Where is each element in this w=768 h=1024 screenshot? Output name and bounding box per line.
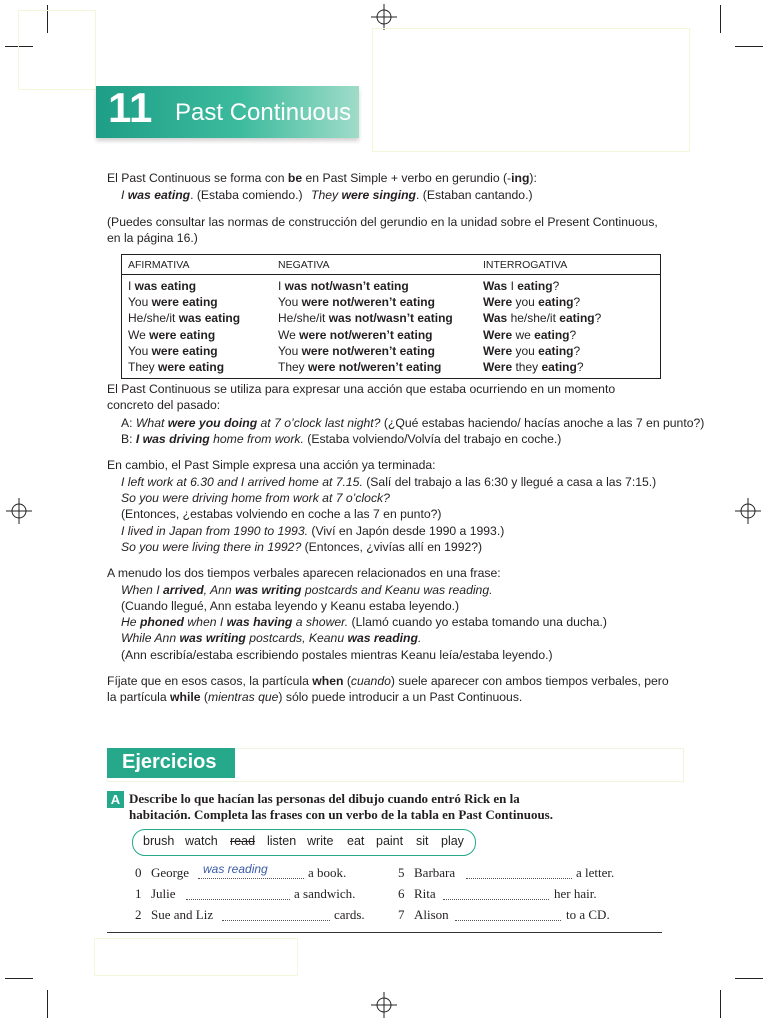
usage-text: El Past Continuous se utiliza para expresar una acción que estaba ocurriendo en un momento [107,382,616,396]
crop-mark [5,978,33,979]
contrast-example: I lived in Japan from 1990 to 1993. (Viví en Japón desde 1990 a 1993.) [121,524,505,538]
item-rest: cards. [334,907,365,922]
combined-example: (Cuando llegué, Ann estaba leyendo y Keanu estaba leyendo.) [121,599,460,613]
table-row [122,327,661,343]
crop-mark [720,5,721,33]
verb-option: play [441,834,464,848]
table-cell: You were eating [128,343,218,358]
verb-option: write [307,834,334,848]
registration-mark-icon [735,498,761,524]
bottom-rule [107,932,662,933]
table-cell: We were not/weren’t eating [278,327,433,342]
item-subject: Rita [414,886,436,901]
item-rest: a book. [308,865,347,880]
table-cell: You were eating [128,295,218,310]
table-row [122,359,661,379]
table-cell: Were you eating? [483,295,581,310]
combined-example: When I arrived, Ann was writing postcards and Keanu was reading. [121,583,493,597]
table-row [122,310,661,326]
intro-example-1: I was eating. (Estaba comiendo.) [121,188,303,202]
intro-formation: El Past Continuous se forma con be en Past Simple + verbo en gerundio (-ing): [107,171,537,185]
fijate-note: Fíjate que en esos casos, la partícula when (cuando) suele aparecer con ambos tiempos verbales, pero [107,674,669,688]
exercises-heading: Ejercicios [122,751,217,773]
table-cell: You were not/weren’t eating [278,343,435,358]
table-row [122,275,661,295]
combined-text: A menudo los dos tiempos verbales aparecen relacionados en una frase: [107,566,501,580]
contrast-example: So you were driving home from work at 7 o’clock? [121,491,390,505]
item-answer: was reading [203,862,268,876]
contrast-example: So you were living there in 1992? (Entonces, ¿vivías allí en 1992?) [121,540,483,554]
column-header: INTERROGATIVA [477,255,661,275]
answer-blank[interactable] [443,899,549,900]
item-subject: Alison [414,907,449,922]
column-header: AFIRMATIVA [122,255,273,275]
registration-mark-icon [371,4,397,30]
item-rest: a sandwich. [294,886,356,901]
item-subject: George [151,865,190,880]
unit-title: Past Continuous [175,99,352,126]
table-cell: We were eating [128,327,216,342]
item-subject: Sue and Liz [151,907,214,922]
crop-mark [47,990,48,1018]
table-cell: Were you eating? [483,343,581,358]
intro-note: en la página 16.) [107,231,198,245]
verb-option: watch [185,834,218,848]
column-header: NEGATIVA [272,255,477,275]
item-rest: a letter. [576,865,615,880]
crop-mark [720,990,721,1018]
table-cell: You were not/weren’t eating [278,295,435,310]
intro-note: (Puedes consultar las normas de construcción del gerundio en la unidad sobre el Present Continuous, [107,215,658,229]
combined-example: (Ann escribía/estaba escribiendo postales mientras Keanu leía/estaba leyendo.) [121,648,553,662]
verb-option-used: read [230,834,256,848]
conjugation-table [121,254,661,379]
crop-mark [735,978,763,979]
fijate-note: la partícula while (mientras que) sólo puede introducir a un Past Continuous. [107,690,523,704]
table-cell: He/she/it was not/wasn’t eating [278,311,453,326]
contrast-example: I left work at 6.30 and I arrived home at 7.15. (Salí del trabajo a las 6:30 y llegué a casa a las 7:15.) [121,475,657,489]
trim-guide [372,28,690,152]
item-number: 1 [135,886,142,901]
exercise-instructions: Describe lo que hacían las personas del dibujo cuando entró Rick en la [129,791,520,806]
table-cell: They were eating [128,360,225,375]
table-cell: I was eating [128,279,197,293]
table-cell: Were they eating? [483,360,584,375]
answer-blank[interactable] [466,878,572,879]
table-cell: They were not/weren’t eating [278,360,442,375]
table-cell: Were we eating? [483,327,577,342]
verb-option: paint [376,834,404,848]
table-cell: He/she/it was eating [128,311,241,326]
exercise-letter-badge: A [107,791,124,808]
answer-blank[interactable] [222,920,330,921]
item-number: 7 [398,907,405,922]
item-number: 6 [398,886,405,901]
item-subject: Julie [151,886,176,901]
usage-text: concreto del pasado: [107,398,221,412]
table-cell: Was I eating? [483,279,560,293]
registration-mark-icon [6,498,32,524]
contrast-text: En cambio, el Past Simple expresa una acción ya terminada: [107,458,436,472]
combined-example: He phoned when I was having a shower. (Llamó cuando yo estaba tomando una ducha.) [121,615,607,629]
answer-blank[interactable] [198,878,304,879]
combined-example: While Ann was writing postcards, Keanu was reading. [121,631,422,645]
table-header-row [122,255,661,275]
unit-number: 11 [108,84,153,131]
registration-mark-icon [371,992,397,1018]
usage-example-b: B: I was driving home from work. (Estaba volviendo/Volvía del trabajo en coche.) [121,432,562,446]
trim-guide [18,10,96,90]
item-rest: to a CD. [566,907,610,922]
verb-option: sit [416,834,429,848]
verb-option: listen [267,834,297,848]
table-row [122,294,661,310]
table-row [122,343,661,359]
answer-blank[interactable] [186,899,290,900]
item-number: 5 [398,865,405,880]
item-number: 0 [135,865,142,880]
intro-example-2: They were singing. (Estaban cantando.) [311,188,533,202]
item-rest: her hair. [554,886,597,901]
contrast-example: (Entonces, ¿estabas volviendo en coche a las 7 en punto?) [121,507,442,521]
table-cell: I was not/wasn’t eating [278,279,409,293]
trim-guide [94,938,298,976]
item-subject: Barbara [414,865,456,880]
verb-option: brush [143,834,175,848]
item-number: 2 [135,907,142,922]
exercise-instructions: habitación. Completa las frases con un verbo de la tabla en Past Continuous. [129,807,553,822]
usage-example-a: A: What were you doing at 7 o’clock last night? (¿Qué estabas haciendo/ hacías anoche a las 7 en punto?) [121,416,705,430]
table-cell: Was he/she/it eating? [483,311,602,326]
answer-blank[interactable] [455,920,561,921]
verb-option: eat [347,834,365,848]
crop-mark [735,46,763,47]
